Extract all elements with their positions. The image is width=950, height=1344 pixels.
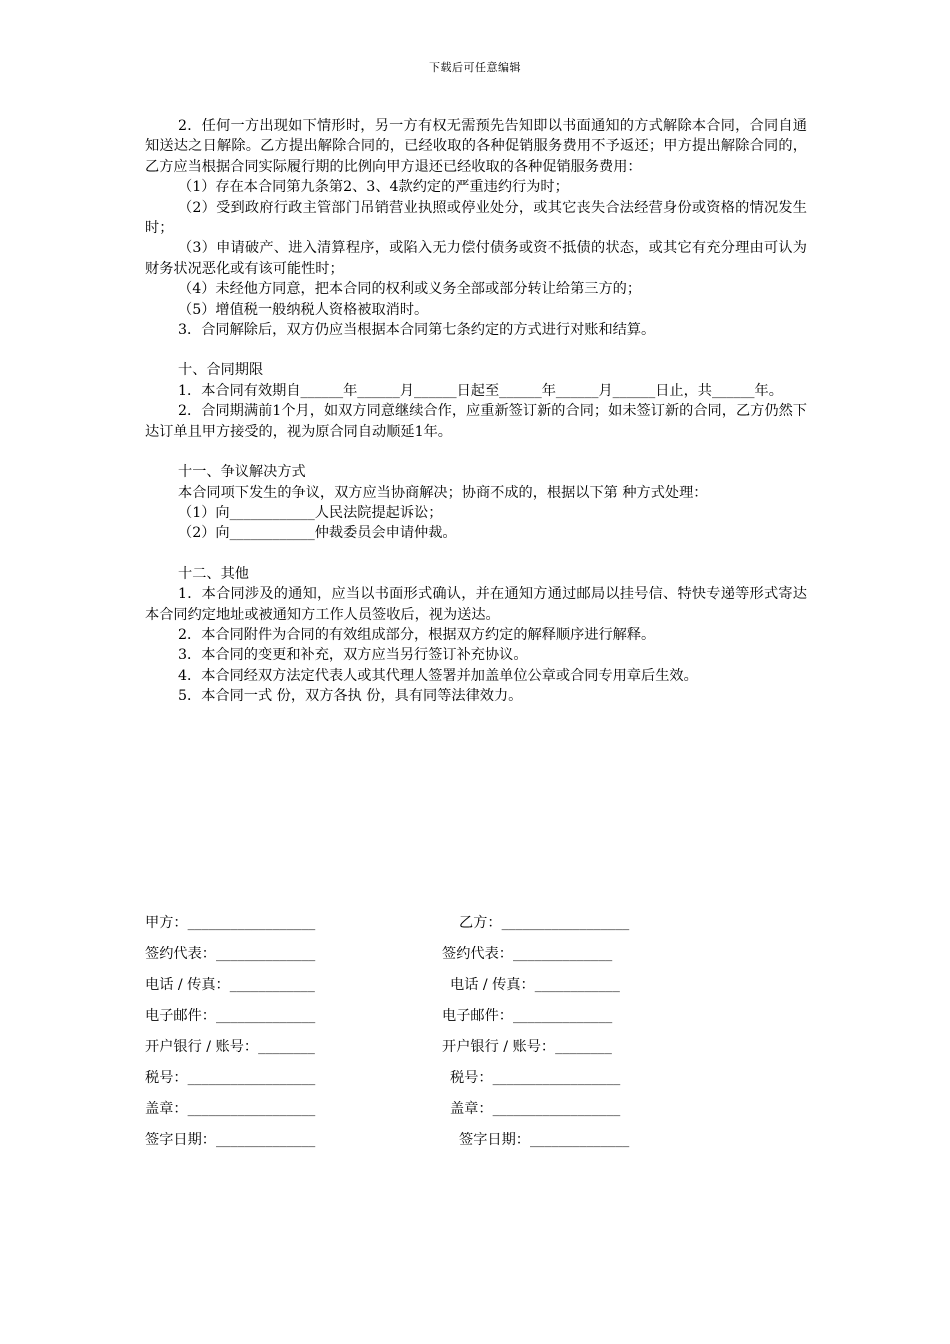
party-a-bank-account-field: 开户银行 / 账号：________ (145, 1039, 315, 1055)
party-a-phone-fax-field: 电话 / 传真：____________ (145, 977, 315, 993)
signature-row (145, 943, 685, 974)
page-header: 下载后可任意编辑 (429, 61, 521, 74)
signature-row (145, 1036, 685, 1067)
party-a-seal-field: 盖章：__________________ (145, 1101, 316, 1117)
party-a-representative-field: 签约代表：______________ (145, 946, 316, 962)
party-a-tax-id-field: 税号：__________________ (145, 1070, 316, 1086)
party-b-sign-date-field: 签字日期：______________ (459, 1132, 630, 1148)
party-b-bank-account-field: 开户银行 / 账号：________ (442, 1039, 612, 1055)
termination-item-5: （5）增值税一般纳税人资格被取消时。 (178, 301, 429, 318)
section-12-item-3: 3．本合同的变更和补充，双方应当另行签订补充协议。 (178, 647, 528, 664)
party-b-name-field: 乙方：__________________ (459, 915, 630, 931)
signature-row (145, 974, 685, 1005)
section-11-item-1: （1）向____________人民法院提起诉讼； (178, 504, 443, 521)
section-10-heading: 十、合同期限 (178, 362, 264, 379)
section-12-item-1: 1．本合同涉及的通知，应当以书面形式确认，并在通知方通过邮局以挂号信、特快专递等形式寄达本合同约定地址或被通知方工作人员签收后，视为送达。 (145, 586, 807, 623)
party-a-name-field: 甲方：__________________ (145, 915, 316, 931)
signature-row (145, 1098, 685, 1129)
termination-item-2: （2）受到政府行政主管部门吊销营业执照或停业处分，或其它丧失合法经营身份或资格的情况发生时； (145, 199, 807, 237)
party-b-representative-field: 签约代表：______________ (442, 946, 613, 962)
section-12-item-2: 2．本合同附件为合同的有效组成部分，根据双方约定的解释顺序进行解释。 (178, 626, 656, 643)
party-b-email-field: 电子邮件：______________ (442, 1008, 613, 1024)
termination-clause-2: 2．任何一方出现如下情形时，另一方有权无需预先告知即以书面通知的方式解除本合同，合同自通知送达之日解除。乙方提出解除合同的，已经收取的各种促销服务费用不予返还；甲方提出解除合同的，乙方应当根据合同实际履行期的比例向甲方退还已经收取的各种促销服务费用： (145, 118, 807, 175)
party-b-phone-fax-field: 电话 / 传真：____________ (450, 977, 620, 993)
party-b-tax-id-field: 税号：__________________ (450, 1070, 621, 1086)
party-a-email-field: 电子邮件：______________ (145, 1008, 316, 1024)
termination-item-3: （3）申请破产、进入清算程序，或陷入无力偿付债务或资不抵债的状态，或其它有充分理由可认为财务状况恶化或有该可能性时； (145, 240, 807, 277)
section-12-item-4: 4．本合同经双方法定代表人或其代理人签署并加盖单位公章或合同专用章后生效。 (178, 667, 698, 684)
section-11-heading: 十一、争议解决方式 (178, 464, 306, 481)
signature-row (145, 1067, 685, 1098)
section-10-item-2: 2．合同期满前1个月，如双方同意继续合作，应重新签订新的合同；如未签订新的合同，乙方仍然下达订单且甲方接受的，视为原合同自动顺延1年。 (145, 403, 807, 440)
section-11-intro: 本合同项下发生的争议，双方应当协商解决；协商不成的，根据以下第 种方式处理： (178, 484, 708, 501)
termination-item-4: （4）未经他方同意，把本合同的权利或义务全部或部分转让给第三方的； (178, 281, 642, 298)
signature-block (145, 912, 685, 1160)
section-12-heading: 十二、其他 (178, 565, 249, 582)
party-b-seal-field: 盖章：__________________ (450, 1101, 621, 1117)
party-a-sign-date-field: 签字日期：______________ (145, 1132, 316, 1148)
termination-clause-3: 3．合同解除后，双方仍应当根据本合同第七条约定的方式进行对账和结算。 (178, 322, 656, 339)
signature-row (145, 912, 685, 943)
signature-row (145, 1005, 685, 1036)
section-10-item-1: 1．本合同有效期自______年______月______日起至______年______月______日止，共______年。 (178, 382, 783, 399)
section-11-item-2: （2）向____________仲裁委员会申请仲裁。 (178, 525, 457, 542)
contract-body (145, 116, 807, 707)
termination-item-1: （1）存在本合同第九条第2、3、4款约定的严重违约行为时； (178, 179, 569, 196)
section-12-item-5: 5．本合同一式 份，双方各执 份，具有同等法律效力。 (178, 688, 523, 705)
signature-row (145, 1129, 685, 1160)
